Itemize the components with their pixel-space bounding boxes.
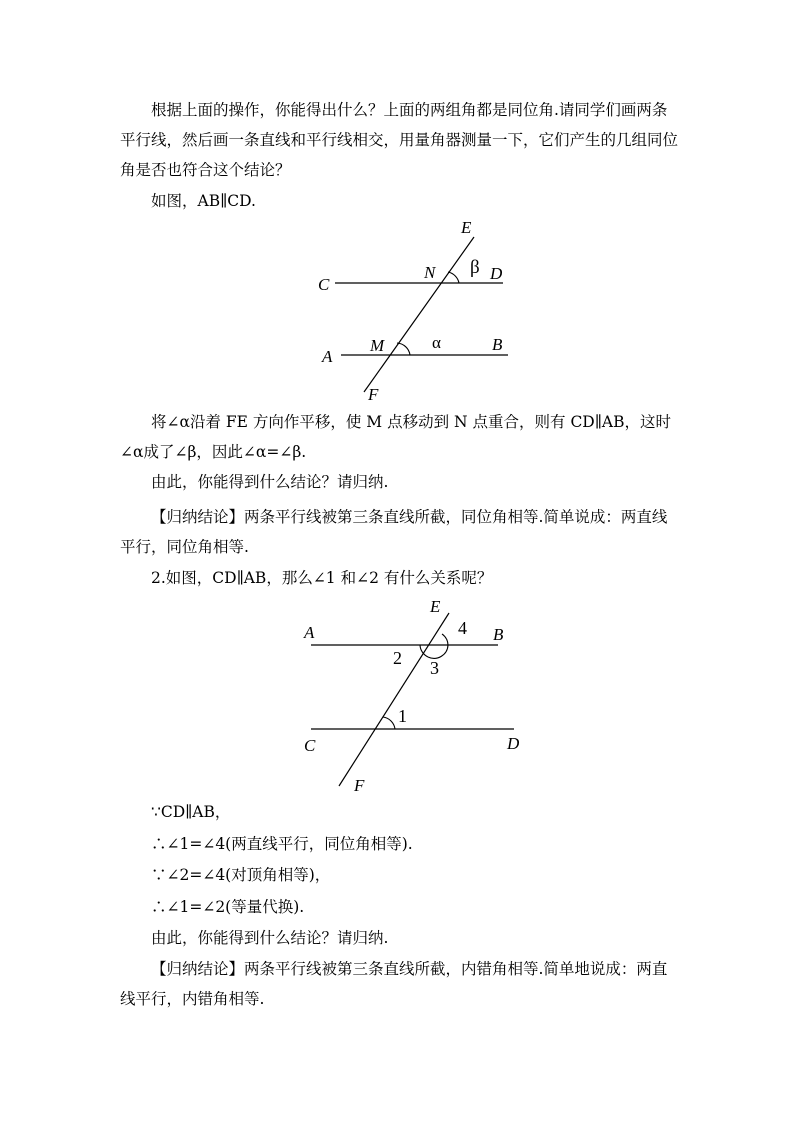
label-1: 1 — [398, 706, 407, 726]
label-M: M — [370, 336, 385, 355]
transversal-ef — [339, 613, 449, 786]
paragraph-conclusion-alternate: 【归纳结论】两条平行线被第三条直线所截，内错角相等.简单地说成：两直线平行，内错角相等. — [120, 960, 668, 1008]
proof-step-2: ∴∠1=∠4(两直线平行，同位角相等). — [151, 835, 413, 853]
paragraph-induction-prompt-1: 由此，你能得到什么结论？请归纳. — [151, 473, 389, 491]
proof-step-3: ∵∠2=∠4(对顶角相等)， — [151, 866, 331, 884]
label-D: D — [490, 264, 503, 283]
label-F: F — [368, 385, 379, 404]
paragraph-translation: 将∠α沿着 FE 方向作平移，使 M 点移动到 N 点重合，则有 CD∥AB，这时∠α成了∠β，因此∠α=∠β. — [120, 413, 671, 461]
paragraph-induction-prompt-2: 由此，你能得到什么结论？请归纳. — [151, 929, 389, 947]
paragraph-question-2: 2.如图，CD∥AB，那么∠1 和∠2 有什么关系呢？ — [151, 569, 493, 587]
label-4: 4 — [458, 618, 467, 638]
transversal-ef — [364, 237, 474, 392]
label-2: 2 — [393, 648, 402, 668]
label-A: A — [322, 347, 333, 366]
angle-beta-arc — [448, 272, 459, 283]
angle-3-arc — [428, 645, 448, 658]
label-C: C — [304, 736, 316, 755]
label-D: D — [507, 734, 520, 753]
paragraph-conclusion-corresponding: 【归纳结论】两条平行线被第三条直线所截，同位角相等.简单说成：两直线平行，同位角相等. — [120, 508, 668, 556]
paragraph-operation-question: 根据上面的操作，你能得出什么？上面的两组角都是同位角.请同学们画两条平行线，然后画一条直线和平行线相交，用量角器测量一下，它们产生的几组同位角是否也符合这个结论？ — [120, 101, 679, 179]
label-beta: β — [470, 257, 480, 278]
label-F: F — [354, 776, 365, 795]
proof-step-4: ∴∠1=∠2(等量代换). — [151, 898, 305, 916]
label-E: E — [430, 597, 441, 616]
label-C: C — [318, 275, 330, 294]
label-B: B — [492, 335, 503, 354]
paragraph-figure1-intro: 如图，AB∥CD. — [151, 192, 256, 210]
label-B: B — [493, 625, 504, 644]
figure1-corresponding-angles — [300, 212, 530, 407]
label-A: A — [304, 623, 315, 642]
label-3: 3 — [430, 658, 439, 678]
angle-4-arc — [442, 634, 448, 645]
figure2-alternate-angles — [295, 592, 535, 799]
angle-1-arc — [383, 717, 395, 729]
proof-step-1: ∵CD∥AB， — [151, 803, 231, 821]
label-E: E — [461, 218, 472, 237]
label-N: N — [424, 263, 436, 282]
angle-alpha-arc — [397, 343, 410, 355]
label-alpha: α — [432, 333, 441, 352]
